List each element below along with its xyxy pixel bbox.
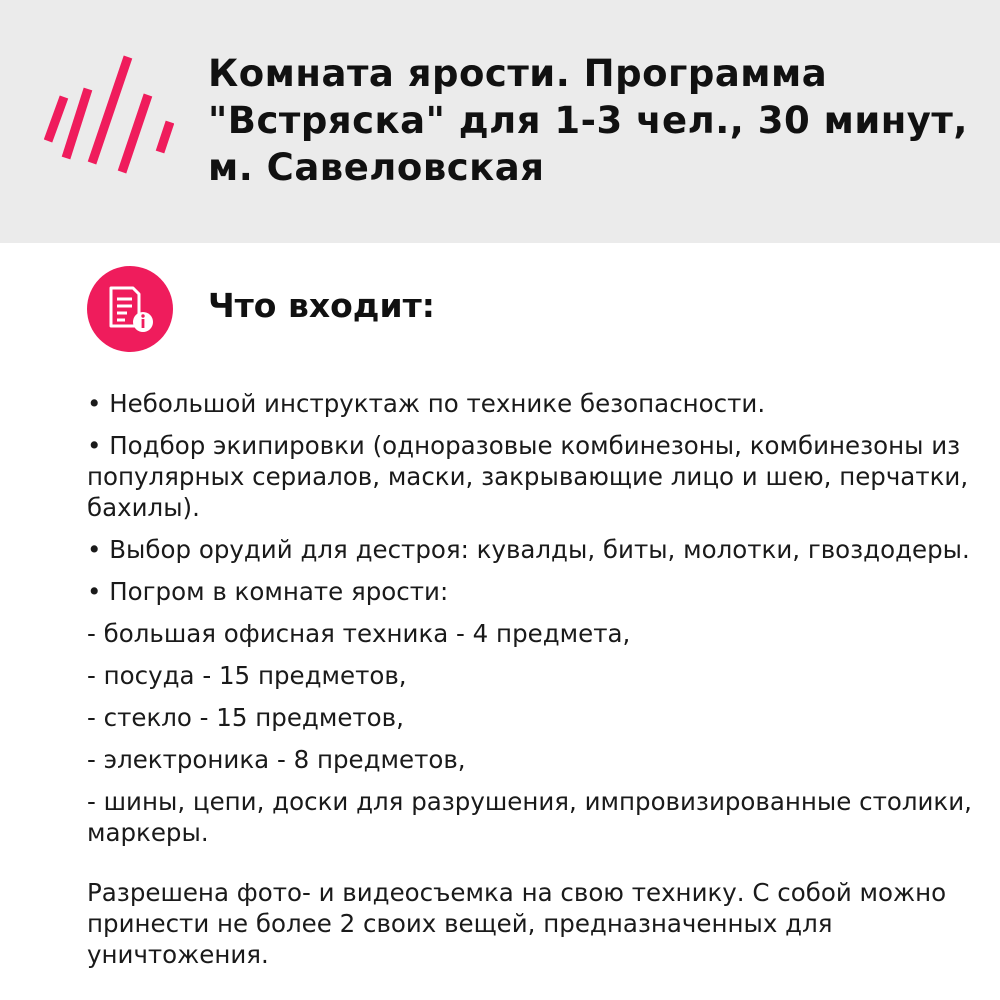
content-body [87, 388, 977, 981]
list-item: - стекло - 15 предметов, [87, 703, 404, 732]
header-band [0, 0, 1000, 243]
list-item: - большая офисная техника - 4 предмета, [87, 619, 631, 648]
list-item: - посуда - 15 предметов, [87, 661, 407, 690]
list-item: - шины, цепи, доски для разрушения, импровизированные столики, маркеры. [87, 787, 972, 847]
logo-slashes-icon [44, 55, 174, 175]
list-item: • Выбор орудий для дестроя: кувалды, биты, молотки, гвоздодеры. [87, 535, 970, 564]
page-title: Комната ярости. Программа "Встряска" для 1-3 чел., 30 минут, м. Савеловская [208, 52, 968, 189]
note-text: Разрешена фото- и видеосъемка на свою технику. С собой можно принести не более 2 своих вещей, предназначенных для уничтожения. [87, 878, 947, 969]
section-title: Что входит: [208, 286, 435, 325]
list-item: • Погром в комнате ярости: [87, 577, 449, 606]
document-info-icon [87, 266, 173, 352]
list-item: - электроника - 8 предметов, [87, 745, 466, 774]
list-item: • Подбор экипировки (одноразовые комбинезоны, комбинезоны из популярных сериалов, маски, закрывающие лицо и шею, перчатки, бахилы). [87, 431, 969, 522]
list-item: • Небольшой инструктаж по технике безопасности. [87, 389, 766, 418]
